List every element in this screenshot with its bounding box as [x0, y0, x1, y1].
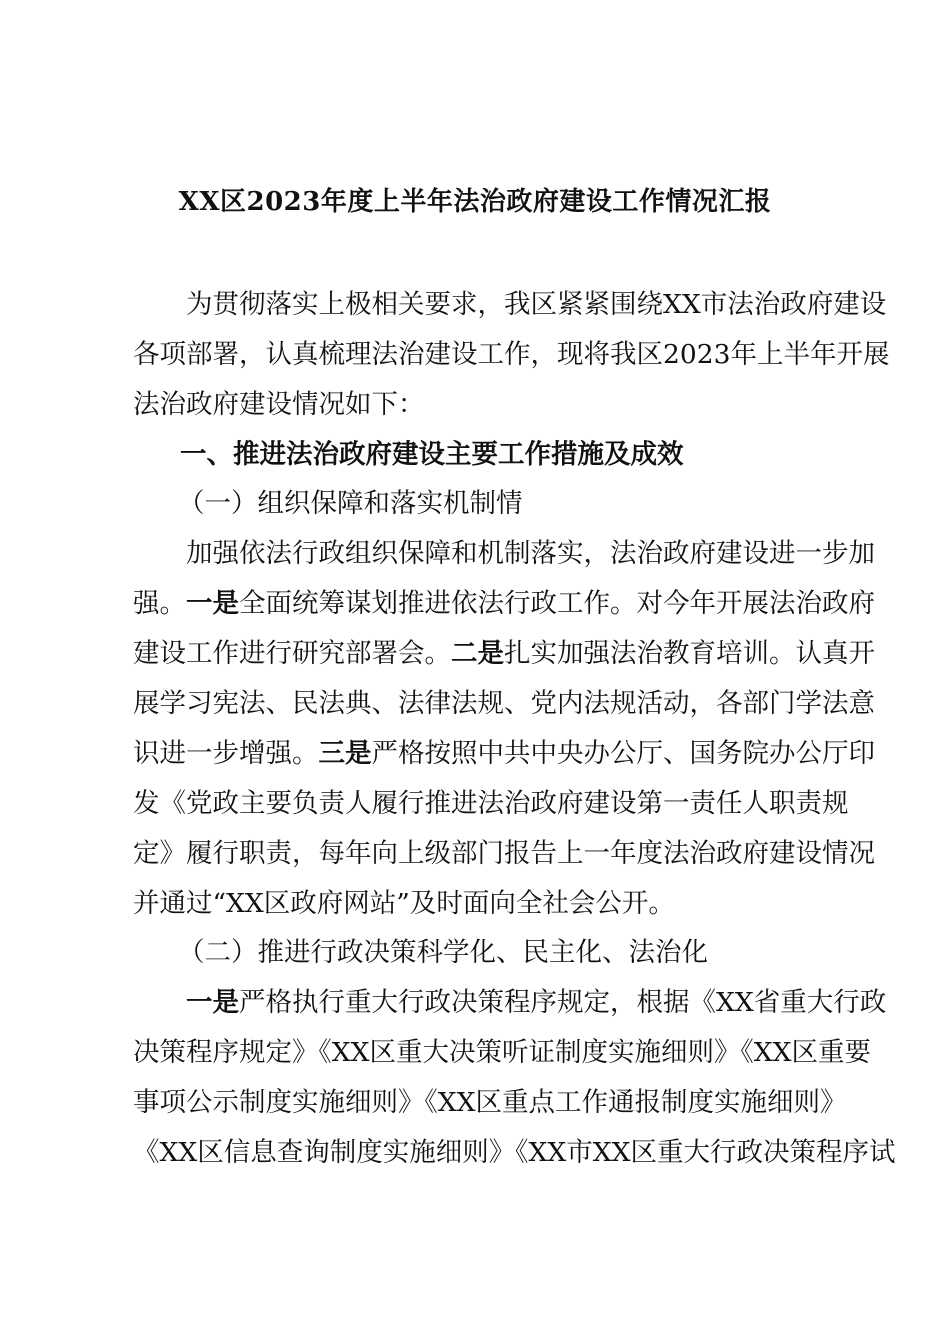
sub2-line-4: 《XX区信息查询制度实施细则》《XX市XX区重大行政决策程序试	[133, 1137, 896, 1168]
intro-line-3: 法治政府建设情况如下：	[133, 389, 425, 420]
sub1-line-7: 定》履行职责，每年向上级部门报告上一年度法治政府建设情况	[133, 838, 875, 869]
sub2-point-one-label: 一是	[186, 987, 239, 1018]
sub1-line-6: 发《党政主要负责人履行推进法治政府建设第一责任人职责规	[133, 788, 849, 819]
sub1-line-5-part-a: 识进一步增强。	[133, 738, 319, 769]
section-1-heading: 一、推进法治政府建设主要工作措施及成效	[180, 439, 684, 470]
sub1-line-5	[133, 736, 875, 772]
sub2-line-1-part-b: 严格执行重大行政决策程序规定，根据《XX省重大行政	[239, 987, 887, 1018]
sub1-line-2-part-c: 全面统筹谋划推进依法行政工作。对今年开展法治政府	[239, 588, 875, 619]
subsection-1-heading: （一）组织保障和落实机制情	[178, 488, 523, 519]
subsection-2-heading: （二）推进行政决策科学化、民主化、法治化	[178, 937, 708, 968]
sub1-point-two-label: 二是	[451, 638, 504, 669]
sub1-point-three-label: 三是	[318, 738, 372, 769]
sub2-line-2: 决策程序规定》《XX区重大决策听证制度实施细则》《XX区重要	[133, 1037, 871, 1068]
sub1-line-3-part-a: 建设工作进行研究部署会。	[133, 638, 451, 669]
sub1-line-2-part-a: 强。	[133, 588, 186, 619]
sub1-line-8: 并通过“XX区政府网站”及时面向全社会公开。	[133, 888, 675, 919]
document-title: XX区2023年度上半年法治政府建设工作情况汇报	[178, 187, 772, 217]
intro-line-2: 各项部署，认真梳理法治建设工作，现将我区2023年上半年开展	[133, 339, 890, 370]
sub1-line-4: 展学习宪法、民法典、法律法规、党内法规活动，各部门学法意	[133, 688, 875, 719]
sub1-line-2	[133, 586, 875, 622]
sub1-line-3	[133, 636, 875, 672]
sub2-line-3: 事项公示制度实施细则》《XX区重点工作通报制度实施细则》	[133, 1087, 847, 1118]
sub1-line-1: 加强依法行政组织保障和机制落实，法治政府建设进一步加	[186, 538, 875, 569]
intro-line-1: 为贯彻落实上极相关要求，我区紧紧围绕XX市法治政府建设	[186, 289, 887, 320]
sub2-line-1	[186, 985, 887, 1021]
sub1-point-one-label: 一是	[186, 588, 239, 619]
sub1-line-5-part-c: 严格按照中共中央办公厅、国务院办公厅印	[371, 738, 875, 769]
sub1-line-3-part-c: 扎实加强法治教育培训。认真开	[504, 638, 875, 669]
